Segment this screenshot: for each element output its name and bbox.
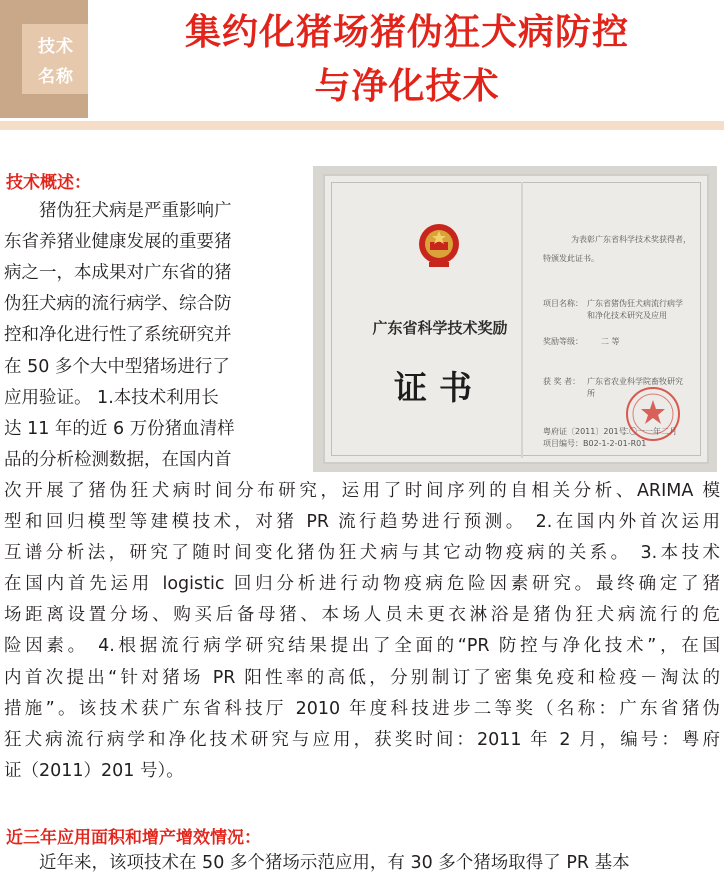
overview-line: 在 50 多个大中型猪场进行了: [4, 357, 230, 377]
header: [0, 0, 724, 120]
overview-line: 达 11 年的近 6 万份猪血清样: [4, 419, 235, 439]
winner-label: 获 奖 者：: [543, 377, 581, 386]
benefits-first-line: 近年来，该项技术在 50 多个猪场示范应用，有 30 多个猪场取得了 PR 基本: [4, 853, 630, 873]
item-number: 项目编号：B02-1-2-01-R01: [543, 439, 647, 448]
overview-line: 场距离设置分场、购买后备母猪、本场人员未更衣淋浴是猪伪狂犬病流行的危: [4, 605, 720, 625]
overview-line: 内首次提出“针对猪场 PR 阳性率的高低，分别制订了密集免疫和检疫－淘汰的: [4, 668, 720, 688]
overview-line: 在国内首先运用 logistic 回归分析进行动物疫病危险因素研究。最终确定了猪: [4, 574, 720, 594]
overview-line: 次开展了猪伪狂犬病时间分布研究，运用了时间序列的自相关分析、ARIMA 模: [4, 481, 720, 501]
benefits-heading: 近三年应用面积和增产增效情况：: [6, 828, 261, 848]
winner-value-2: 所: [587, 389, 595, 398]
badge-line-2: 名称: [38, 67, 74, 87]
title-line-2: 与净化技术: [314, 66, 500, 107]
overview-line: 应用验证。 1.本技术利用长: [4, 388, 219, 408]
red-seal-icon: [625, 386, 681, 442]
certificate-photo: [313, 166, 717, 472]
overview-line: 猪伪狂犬病是严重影响广: [4, 201, 232, 221]
overview-line: 品的分析检测数据，在国内首: [4, 450, 232, 470]
overview-line: 病之一，本成果对广东省的猪: [4, 263, 232, 283]
project-label: 项目名称：: [543, 299, 583, 308]
overview-line: 互谱分析法，研究了随时间变化猪伪狂犬病与其它动物疫病的关系。 3.本技术: [4, 543, 720, 563]
header-divider: [0, 121, 724, 130]
project-value-2: 和净化技术研究及应用: [587, 311, 667, 320]
grade-value: 二 等: [601, 337, 620, 346]
overview-line: 东省养猪业健康发展的重要猪: [4, 232, 232, 252]
page-title: [100, 6, 714, 114]
certificate-book: 证书: [394, 368, 484, 407]
overview-heading: 技术概述：: [6, 173, 91, 193]
winner-value-1: 广东省农业科学院畜牧研究: [587, 377, 683, 386]
overview-line: 型和回归模型等建模技术，对猪 PR 流行趋势进行预测。 2.在国内外首次运用: [4, 512, 720, 532]
national-emblem-icon: [417, 222, 461, 268]
overview-line: 措施”。该技术获广东省科技厅 2010 年度科技进步二等奖（名称：广东省猪伪: [4, 699, 720, 719]
overview-line: 险因素。 4.根据流行病学研究结果提出了全面的“PR 防控与净化技术”，在国: [4, 636, 720, 656]
grade-label: 奖励等级：: [543, 337, 583, 346]
certificate-intro-2: 特颁发此证书。: [543, 254, 599, 263]
badge-label: [30, 32, 82, 92]
badge-line-1: 技术: [38, 37, 74, 57]
certificate-number: 粤府证〔2011〕201号: [543, 427, 627, 436]
category-badge: [0, 0, 88, 118]
certificate-paper: [323, 174, 709, 464]
certificate-date: 二〇一一年二月: [621, 427, 677, 436]
title-line-1: 集约化猪场猪伪狂犬病防控: [184, 12, 629, 53]
overview-line: 控和净化进行性了系统研究并: [4, 325, 232, 345]
overview-line: 伪狂犬病的流行病学、综合防: [4, 294, 232, 314]
overview-line: 狂犬病流行病学和净化技术研究与应用，获奖时间：2011 年 2 月，编号：粤府: [4, 730, 720, 750]
certificate-intro-1: 为表彰广东省科学技术奖获得者，: [571, 235, 691, 244]
overview-line: 证（2011）201 号）。: [4, 761, 184, 781]
certificate-fold: [521, 182, 523, 458]
certificate-title: 广东省科学技术奖励: [372, 319, 508, 337]
project-value-1: 广东省猪伪狂犬病流行病学: [587, 299, 683, 308]
